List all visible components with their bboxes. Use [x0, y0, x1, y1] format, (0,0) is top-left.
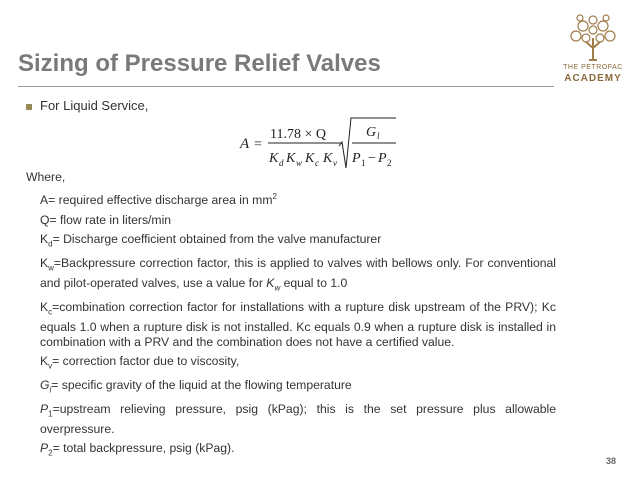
formula-sub-d: d — [279, 158, 284, 168]
bullet-square-icon — [26, 104, 32, 110]
formula-K2: K — [286, 151, 296, 166]
formula-sub-w: w — [296, 158, 303, 168]
slide-title: Sizing of Pressure Relief Valves — [18, 50, 381, 77]
page-number: 38 — [606, 456, 617, 466]
title-divider — [18, 86, 554, 87]
bullet-text: For Liquid Service, — [40, 98, 149, 113]
definitions-block — [26, 170, 556, 465]
formula-K1: K — [269, 151, 279, 166]
formula-minus: − — [368, 151, 376, 166]
logo-text-line2: ACADEMY — [564, 73, 622, 84]
def-Kv: $K_v=$ correction factor due to viscosity, — [40, 354, 240, 371]
def-Kw: $K_w=Backpressure$ correction factor, this is applied to valves with bellows only. For conventional and pilot-operated valves, use a value for $K_w$ equal to 1.0 — [40, 256, 556, 293]
formula-lhs: A — [240, 136, 250, 152]
formula-K4: K — [323, 151, 333, 166]
formula-P1: P — [352, 151, 361, 166]
def-A: A= required effective discharge area in $mm^2$ — [40, 192, 277, 208]
def-Gl: $G_l=$ specific gravity of the liquid at the flowing temperature — [40, 378, 352, 395]
formula-sub-2: 2 — [387, 158, 392, 168]
formula-equals: = — [254, 137, 262, 152]
def-Kc: $K_c=combination$ correction factor for installations with a rupture disk upstream of the PRV); Kc equals 1.0 when a rupture disk is not installed. Kc equals 0.9 when a rupture disk is installed in combination with a PRV and the combination does not have a certified value. — [40, 299, 556, 350]
formula-G: G — [366, 125, 377, 140]
formula-sub-c: c — [315, 158, 319, 168]
def-Q: Q= flow rate in liters/min — [40, 212, 172, 227]
bullet-liquid-service — [26, 98, 148, 113]
def-P1: $P_1=upstream$ relieving pressure, psig (kPag); this is the set pressure plus allowable overpressure. — [40, 402, 556, 436]
formula-sub-1: 1 — [361, 158, 366, 168]
where-label: Where, — [26, 170, 66, 184]
formula-sub-l: l — [377, 131, 380, 141]
logo-text-line1: THE PETROFAC — [563, 64, 623, 71]
formula-sub-v: v — [333, 158, 337, 168]
def-P2: $P_2=$ total backpressure, psig (kPag). — [40, 441, 235, 458]
sizing-formula — [238, 114, 398, 172]
formula-numerator: 11.78 × Q — [270, 127, 326, 142]
def-Kd: $K_d=$ Discharge coefficient obtained from the valve manufacturer — [40, 232, 382, 249]
formula-K3: K — [305, 151, 315, 166]
formula-P2: P — [378, 151, 387, 166]
